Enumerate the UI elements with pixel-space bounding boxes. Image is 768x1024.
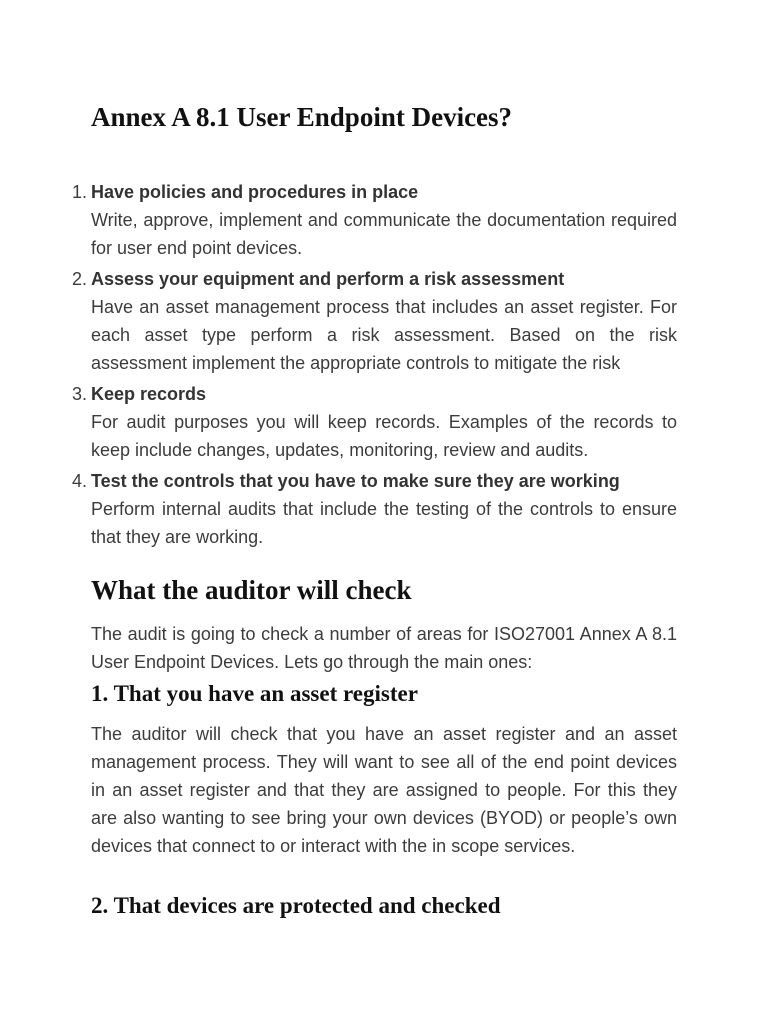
- list-item-body: For audit purposes you will keep records. Examples of the records to keep include changes, updates, monitoring, review and audits.: [91, 412, 677, 460]
- list-item-number: 4.: [71, 471, 87, 491]
- list-item-heading: Keep records: [91, 384, 207, 404]
- steps-list: [71, 178, 677, 554]
- section-heading: What the auditor will check: [91, 575, 412, 605]
- list-item: [71, 178, 677, 262]
- list-item-heading: Have policies and procedures in place: [91, 182, 419, 202]
- list-item-heading: Assess your equipment and perform a risk assessment: [91, 269, 565, 289]
- subsection-body: The auditor will check that you have an asset register and an asset management process. They will want to see all of the end point devices in an asset register and that they are assigned to people. For this they are also wanting to see bring your own devices (BYOD) or people’s own devices that connect to or interact with the in scope services.: [91, 724, 677, 856]
- subsection-heading: 2. That devices are protected and checked: [91, 893, 501, 918]
- list-item-number: 1.: [71, 182, 87, 202]
- list-item: [71, 380, 677, 464]
- section-intro: The audit is going to check a number of areas for ISO27001 Annex A 8.1 User Endpoint Devices. Lets go through the main ones:: [91, 624, 677, 672]
- list-item: [71, 467, 677, 551]
- list-item-number: 3.: [71, 384, 87, 404]
- list-item: [71, 265, 677, 377]
- list-item-body: Have an asset management process that includes an asset register. For each asset type perform a risk assessment. Based on the risk assessment implement the appropriate controls to mitigate the risk: [91, 297, 677, 373]
- page-title: Annex A 8.1 User Endpoint Devices?: [91, 102, 513, 132]
- list-item-body: Perform internal audits that include the testing of the controls to ensure that they are working.: [91, 499, 677, 547]
- list-item-number: 2.: [71, 269, 87, 289]
- list-item-body: Write, approve, implement and communicate the documentation required for user end point devices.: [91, 210, 677, 258]
- list-item-heading: Test the controls that you have to make sure they are working: [91, 471, 620, 491]
- subsection-heading: 1. That you have an asset register: [91, 681, 418, 706]
